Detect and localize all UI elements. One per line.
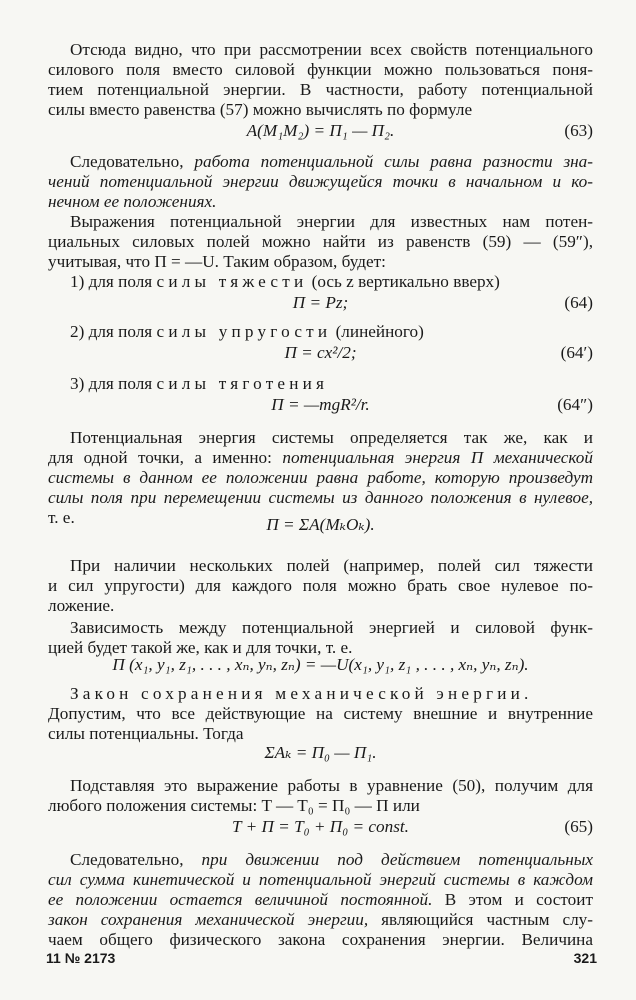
p9-lead: Следовательно,	[70, 850, 202, 869]
p2-line2: чений потенциальной энергии движущейся точки в начальном и ко-	[48, 172, 593, 191]
p9-tail2: являющийся частным слу-	[368, 910, 593, 929]
page-footer	[46, 950, 597, 966]
formula-65-expr: T + Π = T₀ + Π₀ = const.	[232, 817, 409, 836]
p4-line2	[48, 448, 593, 468]
formula-64a-expr: Π = cx²/2;	[284, 343, 357, 362]
case1-rest: (ось z вертикально вверх)	[307, 272, 500, 291]
case1-num: 1) для поля	[70, 272, 157, 291]
p4-line3: системы в данном ее положении равна работе, которую произведут	[48, 468, 593, 487]
p9-line4	[48, 910, 593, 930]
p4-emph1: потенциальная энергия Π механической	[282, 448, 593, 467]
formula-64-number: (64)	[564, 293, 593, 312]
p8-line1: Подставляя это выражение работы в уравнение (50), получим для	[70, 776, 593, 795]
case2-rest: (линейного)	[331, 322, 424, 341]
p9-emph1: при движении под действием потенциальных	[201, 850, 594, 869]
formula-63-expr: A(M₁M₂) = Π₁ — Π₂.	[246, 121, 395, 140]
p9-emph3: закон сохранения механической энергии,	[48, 910, 369, 929]
formula-work-expr: ΣAₖ = Π₀ — Π₁.	[264, 743, 377, 762]
case2-spaced: силы упругости	[156, 322, 332, 341]
formula-64b-number: (64″)	[557, 395, 593, 414]
case2-num: 2) для поля	[70, 322, 157, 341]
formula-64b-expr: Π = —mgR²/r.	[271, 395, 370, 414]
formula-sum-expr: Π = ΣA(MₖOₖ).	[266, 515, 375, 534]
p5-line2: и сил упругости) для каждого поля можно брать свое нулевое по-	[48, 576, 593, 595]
p2-lead: Следовательно,	[70, 152, 195, 171]
case3-line	[48, 374, 593, 394]
p3-line1: Выражения потенциальной энергии для известных нам потен-	[70, 212, 593, 231]
p6-line1: Зависимость между потенциальной энергией и силовой функ-	[70, 618, 593, 637]
p1-line2: силового поля вместо силовой функции можно пользоваться поня-	[48, 60, 593, 79]
p1-line1: Отсюда видно, что при рассмотрении всех свойств потенциального	[70, 40, 593, 59]
formula-64a-number: (64′)	[560, 343, 593, 362]
p2-emph1: работа потенциальной силы равна разности зна-	[194, 152, 594, 171]
p5-line3: ложение.	[48, 596, 115, 615]
p9-tail1: В этом и состоит	[432, 890, 593, 909]
p9-line1	[48, 850, 593, 870]
p7-line2: Допустим, что все действующие на систему внешние и внутренние	[48, 704, 593, 723]
p8-line2: любого положения системы: T — T₀ = Π₀ — Π или	[48, 796, 420, 815]
p9-emph2: ее положении остается величиной постоянной.	[48, 890, 433, 909]
formula-65-number: (65)	[564, 817, 593, 836]
p4-lead: для одной точки, а именно:	[48, 448, 283, 467]
p9-line5: чаем общего физического закона сохранения энергии. Величина	[48, 930, 593, 949]
p7-line1	[48, 684, 593, 704]
p1-line3: тием потенциальной энергии. В частности, работу потенциальной	[48, 80, 593, 99]
formula-64-expr: Π = Pz;	[292, 293, 349, 312]
p4-line1: Потенциальная энергия системы определяется так же, как и	[70, 428, 593, 447]
case3-spaced: силы тяготения	[156, 374, 329, 393]
case3-num: 3) для поля	[70, 374, 157, 393]
p1-line4: силы вместо равенства (57) можно вычислять по формуле	[48, 100, 473, 119]
formula-63-number: (63)	[564, 121, 593, 140]
printer-signature: 11 № 2173	[46, 950, 116, 966]
p2-line1	[48, 152, 593, 172]
formula-dependence-expr: Π (x₁, y₁, z₁, . . . , xₙ, yₙ, zₙ) = —U(x₁, y₁, z₁ , . . . , xₙ, yₙ, zₙ).	[112, 655, 529, 674]
case2-line	[48, 322, 593, 342]
case1-spaced: силы тяжести	[156, 272, 308, 291]
p3-line2: циальных силовых полей можно найти из равенств (59) — (59″),	[48, 232, 593, 251]
p9-line2: сил сумма кинетической и потенциальной энергий системы в каждом	[48, 870, 593, 889]
case1-line	[48, 272, 593, 292]
p7-line3: силы потенциальны. Тогда	[48, 724, 244, 743]
p6-line2: цией будет такой же, как и для точки, т. е.	[48, 638, 353, 657]
p4-line4: силы поля при перемещении системы из данного положения в нулевое,	[48, 488, 593, 507]
p2-line3: нечном ее положениях.	[48, 192, 217, 211]
p5-line1: При наличии нескольких полей (например, полей сил тяжести	[70, 556, 593, 575]
p4-line5: т. е.	[48, 508, 75, 527]
p9-line3	[48, 890, 593, 910]
page-number: 321	[573, 950, 597, 966]
law-heading: Закон сохранения механической энергии.	[70, 684, 533, 703]
p3-line3: учитывая, что Π = —U. Таким образом, будет:	[48, 252, 386, 271]
